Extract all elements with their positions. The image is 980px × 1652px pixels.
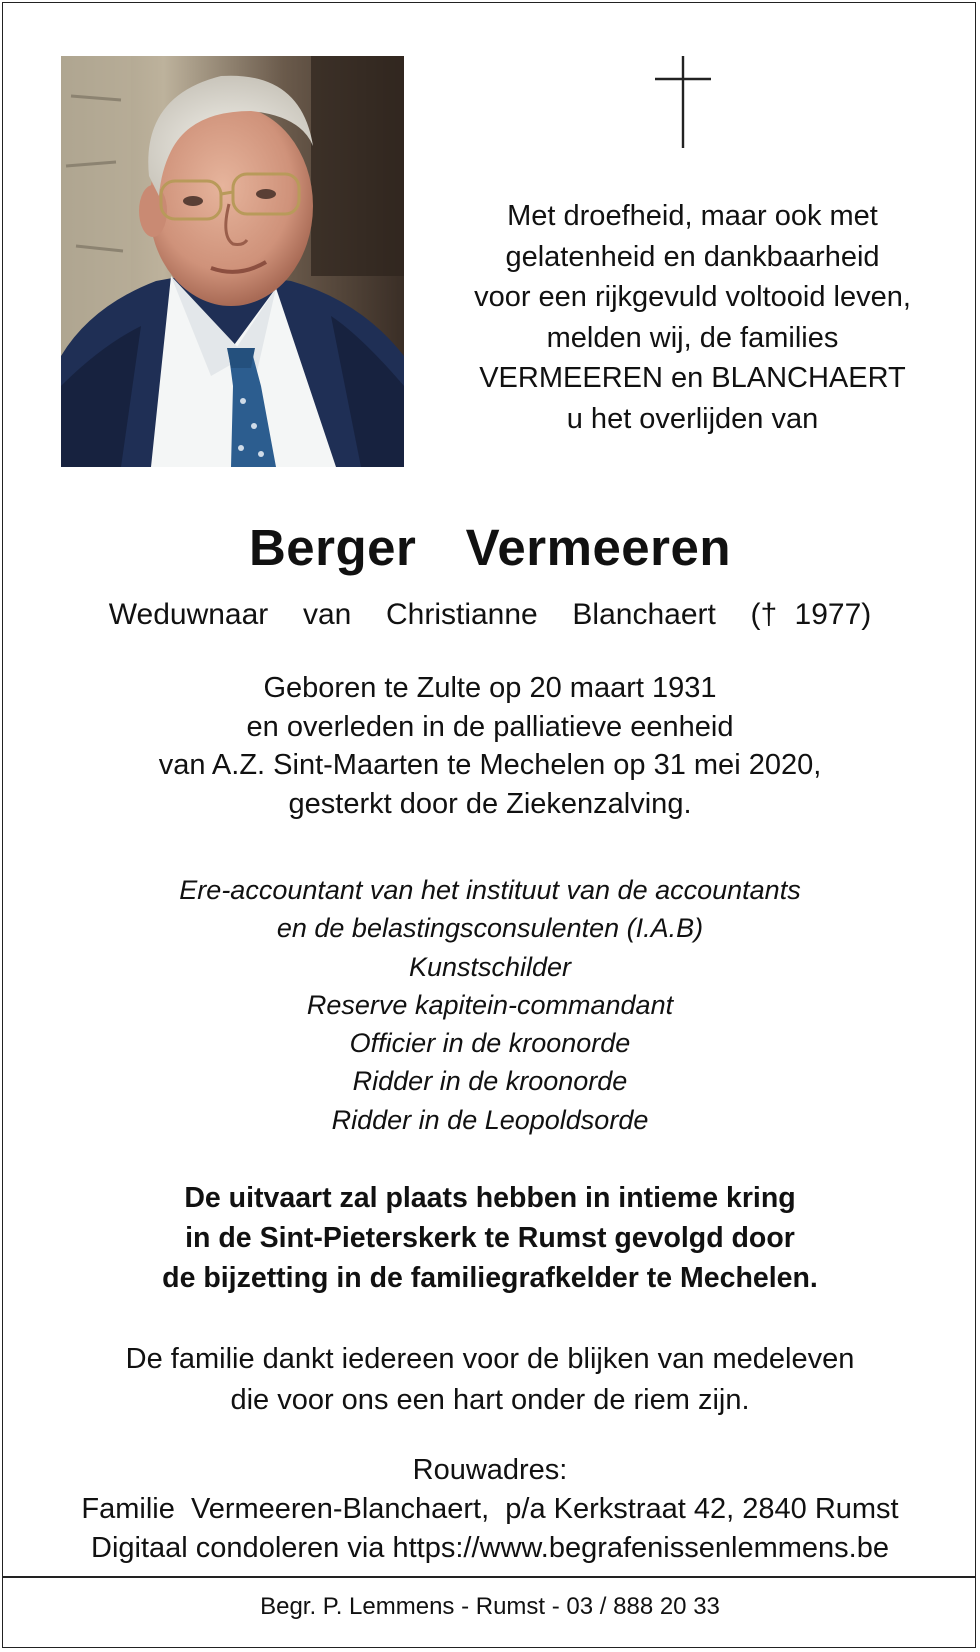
address-heading: Rouwadres: (412, 1454, 568, 1486)
address-line: Familie Vermeeren-Blanchaert, p/a Kerkstraat 42, 2840 Rumst (81, 1493, 899, 1525)
honorary-titles (0, 871, 980, 1139)
condolence-link[interactable]: Digitaal condoleren via https://www.begrafenissenlemmens.be (91, 1532, 889, 1564)
thanks-line: De familie dankt iedereen voor de blijken van medeleven (125, 1343, 855, 1375)
title-line: en de belastingsconsulenten (I.A.B) (276, 913, 704, 944)
detail-line: gesterkt door de Ziekenzalving. (288, 787, 692, 820)
deceased-name: Berger Vermeeren (248, 519, 732, 576)
announcement-line: gelatenheid en dankbaarheid (505, 240, 880, 273)
widower-line: Weduwnaar van Christianne Blanchaert († 1977) (108, 598, 872, 631)
announcement-line: u het overlijden van (566, 402, 819, 435)
title-line: Ridder in de Leopoldsorde (331, 1104, 649, 1135)
birth-death-details (0, 669, 980, 823)
mourning-address (0, 1451, 980, 1568)
announcement-line: melden wij, de families (546, 321, 839, 354)
detail-line: en overleden in de palliatieve eenheid (246, 710, 734, 743)
footer-divider (2, 1576, 976, 1578)
announcement-line: Met droefheid, maar ook met (507, 200, 878, 232)
funeral-line: de bijzetting in de familiegrafkelder te Mechelen. (162, 1262, 818, 1294)
title-line: Ridder in de kroonorde (352, 1066, 628, 1097)
funeral-notice (0, 1178, 980, 1298)
detail-line: Geboren te Zulte op 20 maart 1931 (263, 672, 717, 704)
detail-line: van A.Z. Sint-Maarten te Mechelen op 31 mei 2020, (158, 749, 822, 781)
funeral-home-footer: Begr. P. Lemmens - Rumst - 03 / 888 20 33 (260, 1593, 720, 1620)
funeral-line: De uitvaart zal plaats hebben in intieme kring (184, 1182, 796, 1214)
title-line: Kunstschilder (408, 951, 572, 982)
thanks-line: die voor ons een hart onder de riem zijn. (230, 1384, 750, 1416)
title-line: Reserve kapitein-commandant (306, 989, 674, 1020)
title-line: Ere-accountant van het instituut van de accountants (179, 875, 801, 905)
announcement-text (420, 196, 965, 439)
announcement-line: VERMEEREN en BLANCHAERT (479, 362, 906, 394)
funeral-line: in de Sint-Pieterskerk te Rumst gevolgd door (185, 1222, 795, 1254)
announcement-line: voor een rijkgevuld voltooid leven, (474, 281, 911, 313)
title-line: Officier in de kroonorde (349, 1028, 631, 1059)
portrait-photo (61, 56, 404, 467)
thanks-message (0, 1339, 980, 1421)
cross-icon (655, 56, 711, 148)
